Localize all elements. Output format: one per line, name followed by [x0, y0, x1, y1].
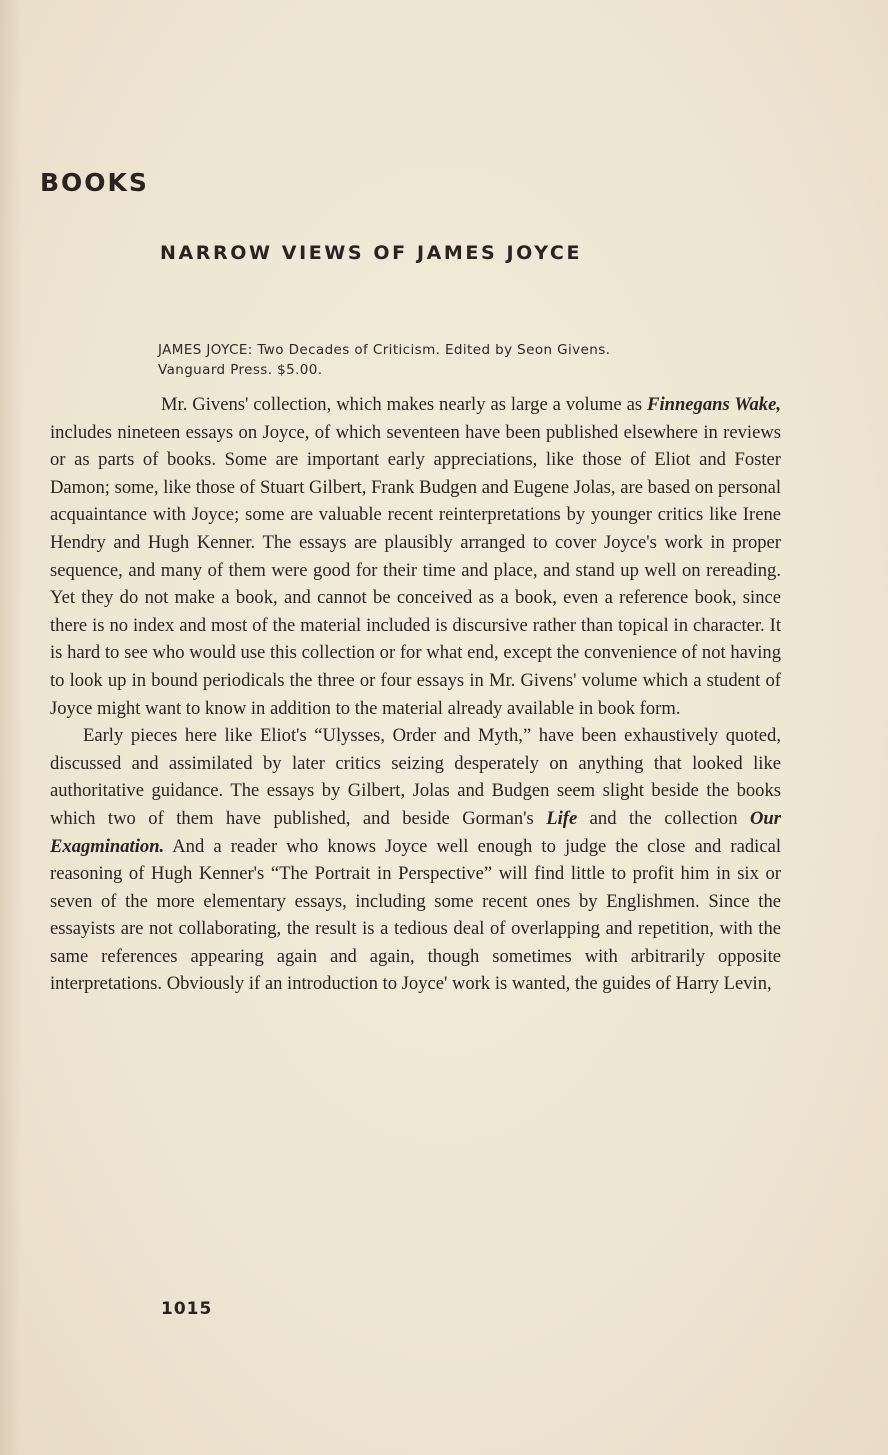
title-finnegans-wake: Finnegans Wake,	[647, 394, 781, 415]
title-life: Life	[546, 807, 578, 829]
article-title: NARROW VIEWS OF JAMES JOYCE	[160, 242, 583, 264]
paragraph-1-text-b: includes nineteen essays on Joyce, of which seventeen have been published elsewhere in reviews or as parts of books. Some are important early appreciations, like those of Eliot and Foster Damon; some, like those of Stuart Gilbert, Frank Budgen and Eugene Jolas, are based on personal acquaintance with Joyce; some are valuable recent reinterpretations by younger critics like Irene Hendry and Hugh Kenner. The essays are plausibly arranged to cover Joyce's work in proper sequence, and many of them were good for their time and place, and stand up well on rereading. Yet they do not make a book, and cannot be conceived as a book, even a reference book, since there is no index and most of the material included is discursive rather than topical in character. It is hard to see who would use this collection or for what end, except the convenience of not having to look up in bound periodicals the three or four essays in Mr. Givens' volume which a student of Joyce might want to know in addition to the material already available in book form.	[50, 421, 781, 719]
book-citation	[158, 340, 798, 380]
section-title: BOOKS	[40, 168, 149, 197]
page-number: 1015	[161, 1299, 213, 1319]
paragraph-2-text-c: And a reader who knows Joyce well enough to judge the close and radical reasoning of Hugh Kenner's “The Portrait in Perspective” will find little to profit him in six or seven of the more elementary essays, including some recent ones by Englishmen. Since the essayists are not collaborating, the result is a tedious deal of overlapping and repetition, with the same references appearing again and again, though sometimes with arbitrarily opposite interpretations. Obviously if an introduction to Joyce' work is wanted, the guides of Harry Levin,	[50, 835, 781, 995]
paragraph-2-text-b: and the collection	[577, 807, 750, 829]
review-body	[50, 391, 781, 998]
paragraph-2-text-a: Early pieces here like Eliot's “Ulysses, Order and Myth,” have been exhaustively quoted, discussed and assimilated by later critics seizing desperately on anything that looked like authoritative guidance. The essays by Gilbert, Jolas and Budgen seem slight beside the books which two of them have published, and beside Gorman's	[50, 725, 781, 829]
citation-line-1: JAMES JOYCE: Two Decades of Criticism. Edited by Seon Givens.	[158, 342, 611, 358]
page-gutter-shadow	[0, 0, 22, 1455]
paragraph-1	[50, 391, 781, 722]
citation-line-2: Vanguard Press. $5.00.	[158, 362, 323, 378]
paragraph-2	[50, 722, 781, 998]
title-our-exagmination: Our Exagmination.	[50, 807, 782, 857]
paragraph-1-text-a: Mr. Givens' collection, which makes nearly as large a volume as	[161, 394, 648, 415]
